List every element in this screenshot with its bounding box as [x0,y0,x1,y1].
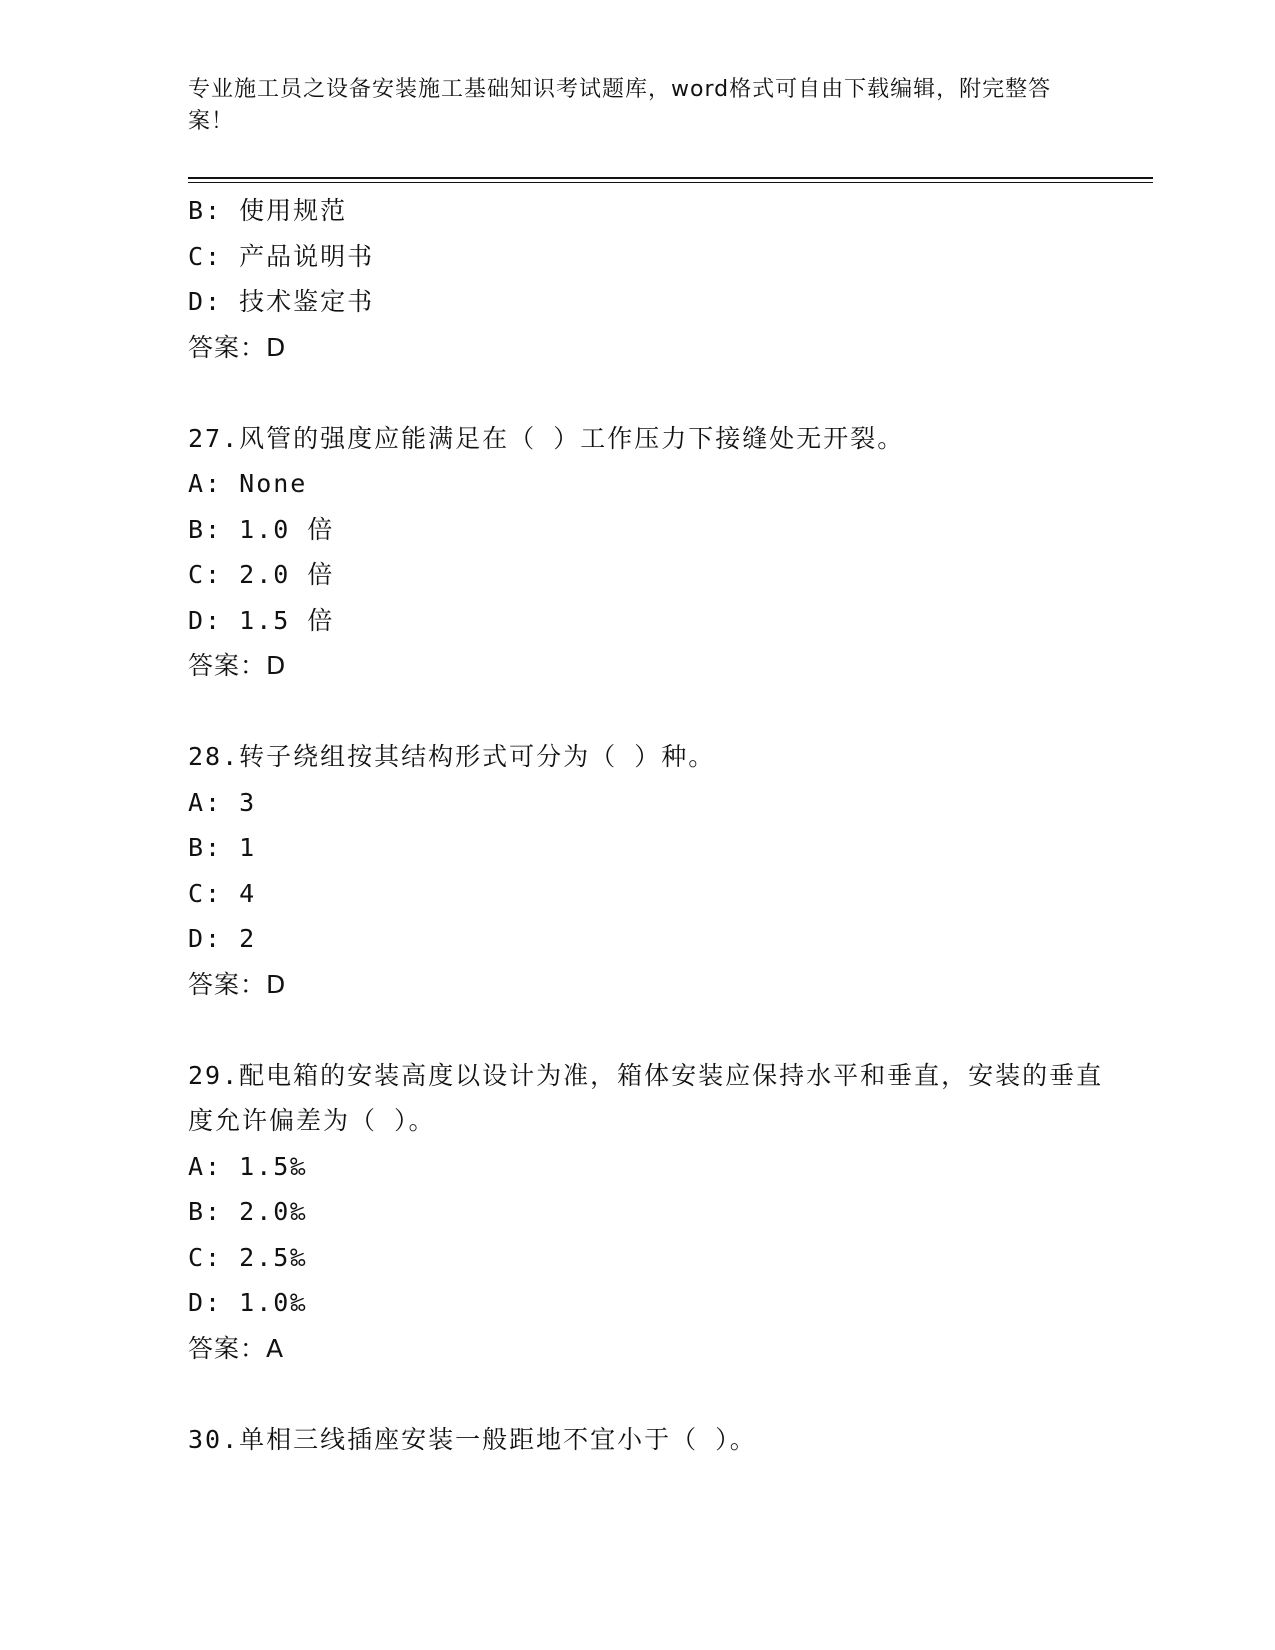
question-text: 30.单相三线插座安装一般距地不宜小于（ ）。 [188,1424,757,1454]
option-d: D: 1.5 倍 [188,605,335,635]
option-d: D: 1.0‰ [188,1288,308,1317]
spacer [188,1007,1108,1053]
option-a: A: None [188,469,308,498]
option-c: C: 2.0 倍 [188,560,335,589]
option-c: C: 2.5‰ [188,1242,308,1272]
option-b: B: 使用规范 [188,196,348,225]
option-c: C: 4 [188,878,257,908]
question-block-29 [188,1053,1108,1372]
question-list [188,188,1108,1462]
spacer [188,1371,1108,1417]
option-b: B: 1.0 倍 [188,514,335,544]
question-text: 27.风管的强度应能满足在（ ）工作压力下接缝处无开裂。 [188,423,905,453]
answer-line: 答案：D [188,332,287,362]
option-a: A: 1.5‰ [188,1151,308,1181]
option-b: B: 1 [188,833,257,862]
option-a: A: 3 [188,787,257,817]
option-d: D: 技术鉴定书 [188,287,375,316]
answer-line: 答案：D [188,969,287,999]
spacer [188,689,1108,735]
header-rule-thin [188,182,1153,183]
answer-line: 答案：D [188,651,287,680]
option-b: B: 2.0‰ [188,1197,308,1226]
question-block-prev [188,188,1108,370]
document-header: 专业施工员之设备安装施工基础知识考试题库，word格式可自由下载编辑，附完整答案！ [188,77,1052,134]
question-block-27 [188,416,1108,689]
question-text: 28.转子绕组按其结构形式可分为（ ）种。 [188,742,716,771]
header-rule-thick [188,177,1153,179]
spacer [188,370,1108,416]
question-block-28 [188,734,1108,1007]
answer-line: 答案：A [188,1333,285,1363]
option-c: C: 产品说明书 [188,241,375,271]
question-text: 29.配电箱的安装高度以设计为准，箱体安装应保持水平和垂直，安装的垂直度允许偏差为（ ）。 [188,1060,1104,1135]
question-block-30 [188,1417,1108,1463]
option-d: D: 2 [188,924,257,953]
